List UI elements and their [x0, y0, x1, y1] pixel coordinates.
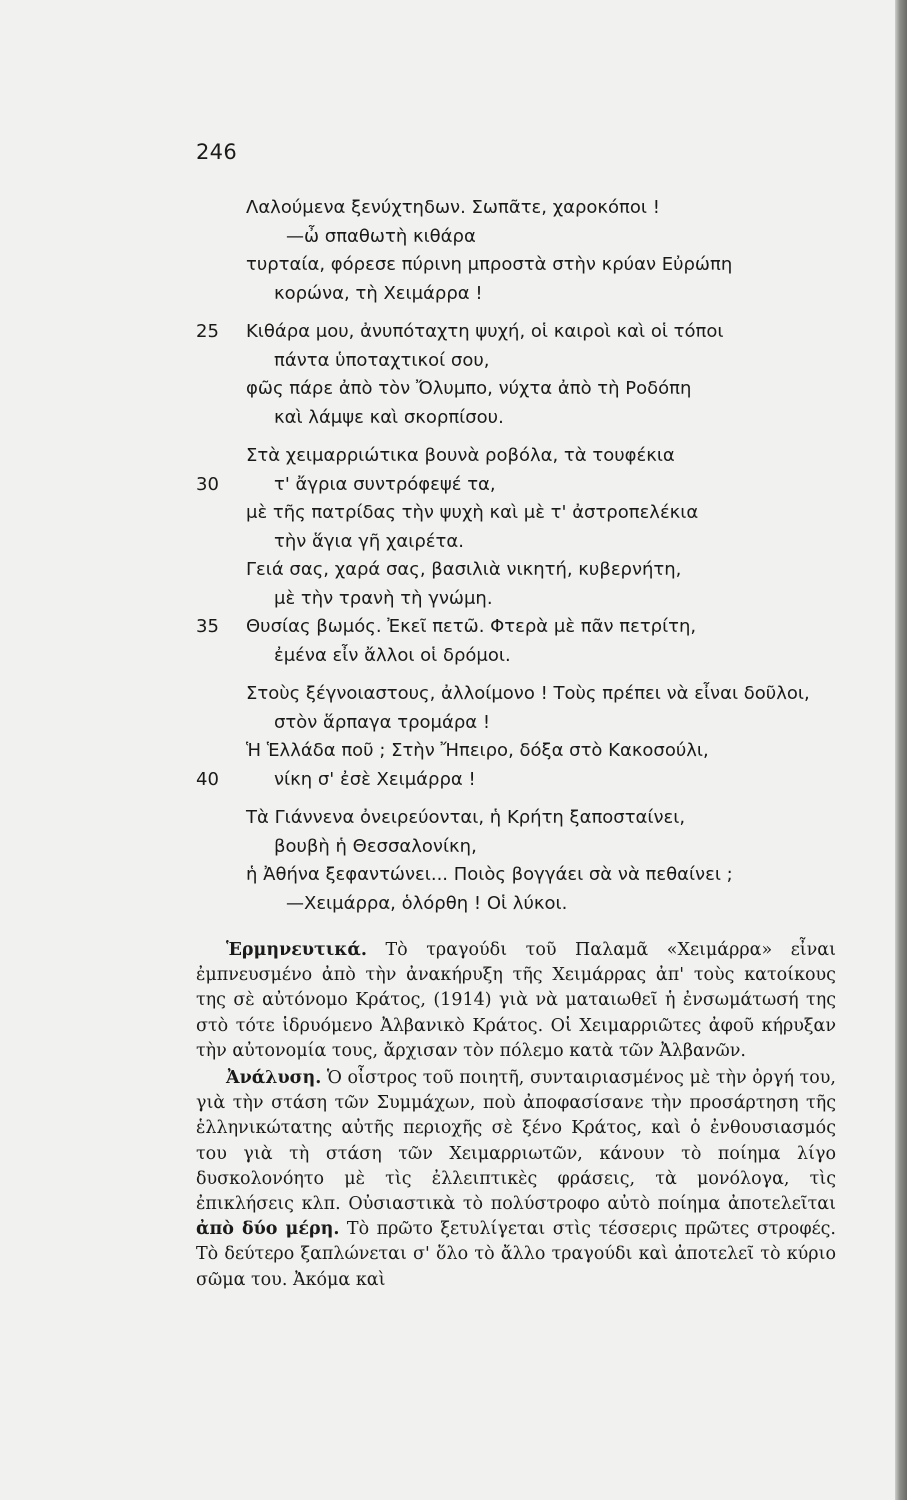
line-text: νίκη σ' ἐσὲ Χειμάρρα !	[274, 768, 476, 790]
poem-line	[196, 709, 836, 738]
line-text: Τὰ Γιάννενα ὀνειρεύονται, ἡ Κρήτη ξαποσταίνει,	[246, 807, 686, 828]
line-text: τυρταία, φόρεσε πύρινη μπροστὰ στὴν κρύαν Εὐρώπη	[246, 254, 733, 275]
line-text: —ὦ σπαθωτὴ κιθάρα	[286, 225, 476, 247]
poem-line	[196, 556, 836, 585]
poem-line	[196, 223, 836, 252]
poem-line	[196, 737, 836, 766]
line-text: Ἡ Ἑλλάδα ποῦ ; Στὴν Ἤπειρο, δόξα στὸ Κακοσούλι,	[246, 740, 709, 761]
poem-line	[196, 375, 836, 404]
poem-line	[196, 613, 836, 642]
line-text: Στοὺς ξέγνοιαστους, ἀλλοίμονο ! Τοὺς πρέπει νὰ εἶναι δοῦλοι,	[246, 683, 810, 704]
poem-line	[196, 890, 836, 919]
stanza	[196, 680, 836, 794]
page-edge	[895, 0, 907, 1500]
stanza	[196, 194, 836, 308]
line-text: Στὰ χειμαρριώτικα βουνὰ ροβόλα, τὰ τουφέκια	[246, 445, 675, 466]
analysis-text: Ὁ οἶστρος τοῦ ποιητῆ, συνταιριασμένος μὲ τὴν ὀργή του, γιὰ τὴν στάση τῶν Συμμάχων, ποὺ ἀποφασίσανε τὴν προσάρτηση τῆς ἑλληνικώτατης αὐτῆς περιοχῆς σὲ ξένο Κράτος, καὶ ὁ ἐνθουσιασμός του γιὰ τὴ στάση τῶν Χειμαρριωτῶν, κάνουν τὸ ποίημα λίγο δυσκολονόητο μὲ τὶς ἐλλειπτικὲς φράσεις, τὰ μονόλογα, τὶς ἐπικλήσεις κλπ. Οὐσιαστικὰ τὸ πολύστροφο αὐτὸ ποίημα ἀποτελεῖται	[196, 1068, 836, 1215]
poem-line	[196, 347, 836, 376]
poem-line	[196, 833, 836, 862]
poem-line	[196, 318, 836, 347]
poem-line	[196, 861, 836, 890]
interpretive-text: Τὸ τραγούδι τοῦ Παλαμᾶ «Χειμάρρα» εἶναι ἐμπνευσμένο ἀπὸ τὴν ἀνακήρυξη τῆς Χειμάρρας ἀπ' τοὺς κατοίκους της σὲ αὐτόνομο Κράτος, (1914) γιὰ νὰ ματαιωθεῖ ἡ ἐνσωμάτωσή της στὸ τότε ἱδρυόμενο Ἀλβανικὸ Κράτος. Οἱ Χειμαρριῶτες ἀφοῦ κήρυξαν τὴν αὐτονομία τους, ἄρχισαν τὸν πόλεμο κατὰ τῶν Ἀλβανῶν.	[196, 940, 836, 1061]
page-content	[196, 140, 836, 1293]
stanza	[196, 804, 836, 918]
line-text: πάντα ὑποταχτικοί σου,	[274, 349, 490, 371]
poem-line	[196, 766, 836, 795]
line-text: βουβὴ ἡ Θεσσαλονίκη,	[274, 835, 477, 857]
poem-line	[196, 499, 836, 528]
line-text: ἡ Ἀθήνα ξεφαντώνει... Ποιὸς βογγάει σὰ νὰ πεθαίνει ;	[246, 864, 733, 885]
interpretive-paragraph	[196, 938, 836, 1064]
line-text: τ' ἄγρια συντρόφεψέ τα,	[274, 473, 496, 495]
line-number: 30	[196, 473, 219, 495]
line-number: 25	[196, 321, 219, 342]
line-number: 35	[196, 616, 219, 637]
poem-line	[196, 280, 836, 309]
line-text: Λαλούμενα ξενύχτηδων. Σωπᾶτε, χαροκόποι !	[246, 197, 660, 218]
poem-line	[196, 528, 836, 557]
poem-line	[196, 642, 836, 671]
poem-line	[196, 442, 836, 471]
analysis-emphasis: ἀπὸ δύο μέρη.	[196, 1219, 340, 1240]
stanza	[196, 442, 836, 670]
line-text: Γειά σας, χαρά σας, βασιλιὰ νικητή, κυβερνήτη,	[246, 559, 682, 580]
line-number: 40	[196, 768, 219, 790]
line-text: μὲ τῆς πατρίδας τὴν ψυχὴ καὶ μὲ τ' ἀστροπελέκια	[246, 502, 699, 523]
line-text: Κιθάρα μου, ἀνυπόταχτη ψυχή, οἱ καιροὶ καὶ οἱ τόποι	[246, 321, 724, 342]
poem-line	[196, 404, 836, 433]
page-number: 246	[196, 140, 237, 164]
poem-line	[196, 251, 836, 280]
line-text: μὲ τὴν τρανὴ τὴ γνώμη.	[274, 587, 493, 609]
line-text: φῶς πάρε ἀπὸ τὸν Ὄλυμπο, νύχτα ἀπὸ τὴ Ροδόπη	[246, 378, 692, 399]
poem-line	[196, 194, 836, 223]
poem-line	[196, 585, 836, 614]
line-text: κορώνα, τὴ Χειμάρρα !	[274, 282, 483, 304]
poem-line	[196, 471, 836, 500]
line-text: στὸν ἅρπαγα τρομάρα !	[274, 711, 491, 733]
interpretive-heading: Ἑρμηνευτικά.	[226, 940, 367, 960]
line-text: —Χειμάρρα, ὁλόρθη ! Οἱ λύκοι.	[286, 892, 568, 914]
line-text: Θυσίας βωμός. Ἐκεῖ πετῶ. Φτερὰ μὲ πᾶν πετρίτη,	[246, 616, 697, 637]
poem	[196, 194, 836, 918]
stanza	[196, 318, 836, 432]
analysis-paragraph	[196, 1066, 836, 1293]
line-text: ἐμένα εἶν ἄλλοι οἱ δρόμοι.	[274, 644, 511, 666]
poem-line	[196, 680, 836, 709]
line-text: καὶ λάμψε καὶ σκορπίσου.	[274, 406, 504, 428]
analysis-text-tail: Τὸ πρῶτο ξετυλίγεται στὶς τέσσερις πρῶτες στροφές. Τὸ δεύτερο ξαπλώνεται σ' ὅλο τὸ ἄλλο τραγούδι καὶ ἀποτελεῖ τὸ κύριο σῶμα του. Ἀκόμα καὶ	[196, 1219, 836, 1290]
line-text: τὴν ἅγια γῆ χαιρέτα.	[274, 530, 464, 552]
commentary	[196, 938, 836, 1293]
poem-line	[196, 804, 836, 833]
analysis-heading: Ἀνάλυση.	[226, 1068, 322, 1089]
